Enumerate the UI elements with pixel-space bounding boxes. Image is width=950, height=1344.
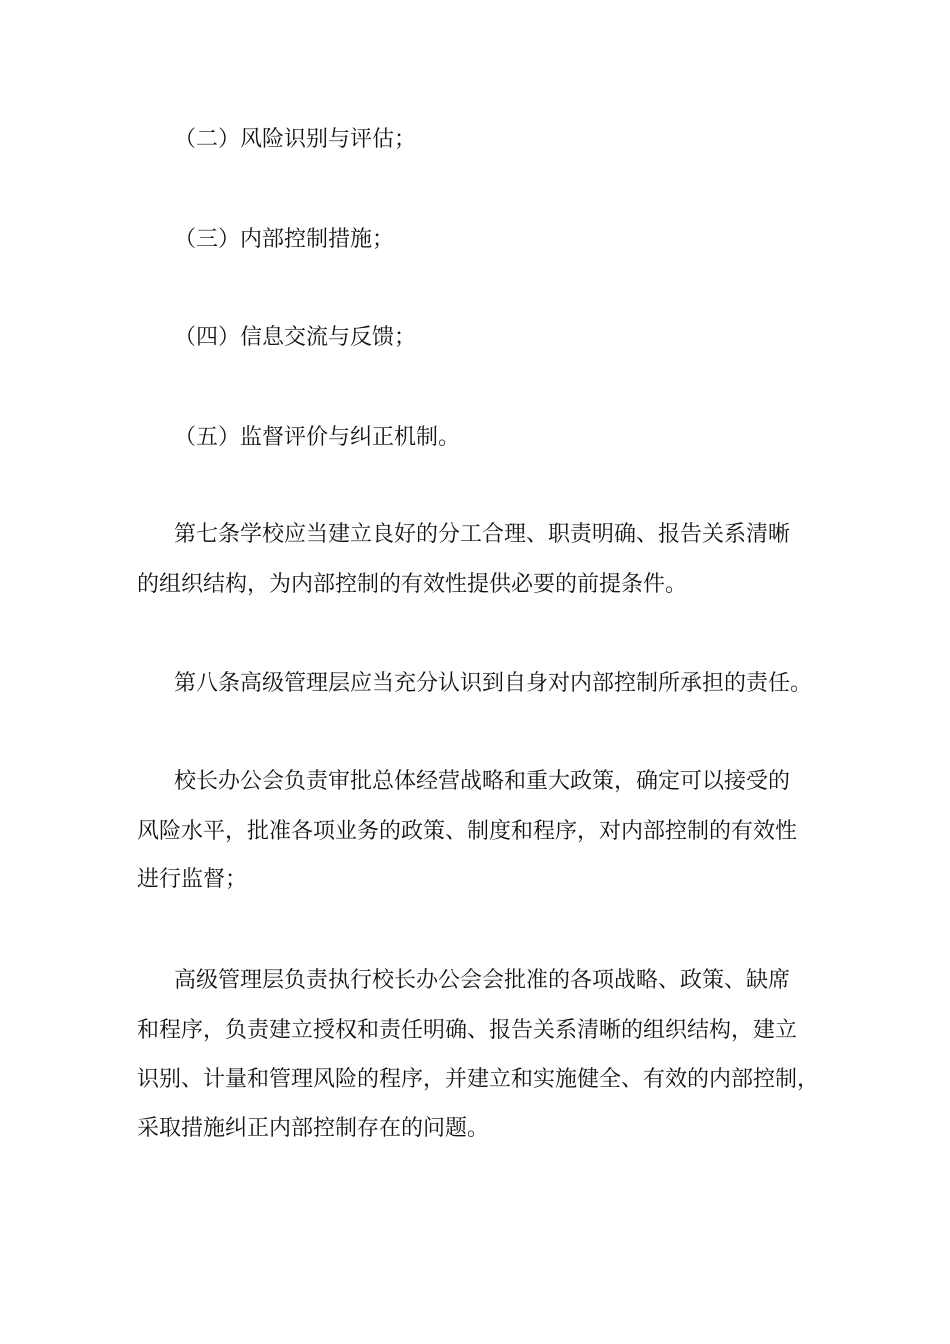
senior-management-line-1: 高级管理层负责执行校长办公会会批准的各项战略、政策、缺席 bbox=[174, 968, 791, 993]
article-8-line-1: 第八条高级管理层应当充分认识到自身对内部控制所承担的责任。 bbox=[174, 671, 813, 696]
list-item-4: （四）信息交流与反馈； bbox=[174, 325, 417, 350]
principal-office-line-1: 校长办公会负责审批总体经营战略和重大政策，确定可以接受的 bbox=[174, 769, 791, 794]
principal-office-line-2: 风险水平，批准各项业务的政策、制度和程序，对内部控制的有效性 bbox=[137, 819, 798, 844]
senior-management-line-3: 识别、计量和管理风险的程序，并建立和实施健全、有效的内部控制， bbox=[137, 1067, 820, 1092]
senior-management-line-2: 和程序，负责建立授权和责任明确、报告关系清晰的组织结构，建立 bbox=[137, 1018, 798, 1043]
senior-management-line-4: 采取措施纠正内部控制存在的问题。 bbox=[137, 1116, 490, 1141]
principal-office-line-3: 进行监督； bbox=[137, 867, 248, 892]
article-7-line-2: 的组织结构，为内部控制的有效性提供必要的前提条件。 bbox=[137, 572, 688, 597]
list-item-5: （五）监督评价与纠正机制。 bbox=[174, 425, 461, 450]
list-item-2: （二）风险识别与评估； bbox=[174, 127, 417, 152]
article-7-line-1: 第七条学校应当建立良好的分工合理、职责明确、报告关系清晰 bbox=[174, 522, 791, 547]
list-item-3: （三）内部控制措施； bbox=[174, 227, 395, 252]
